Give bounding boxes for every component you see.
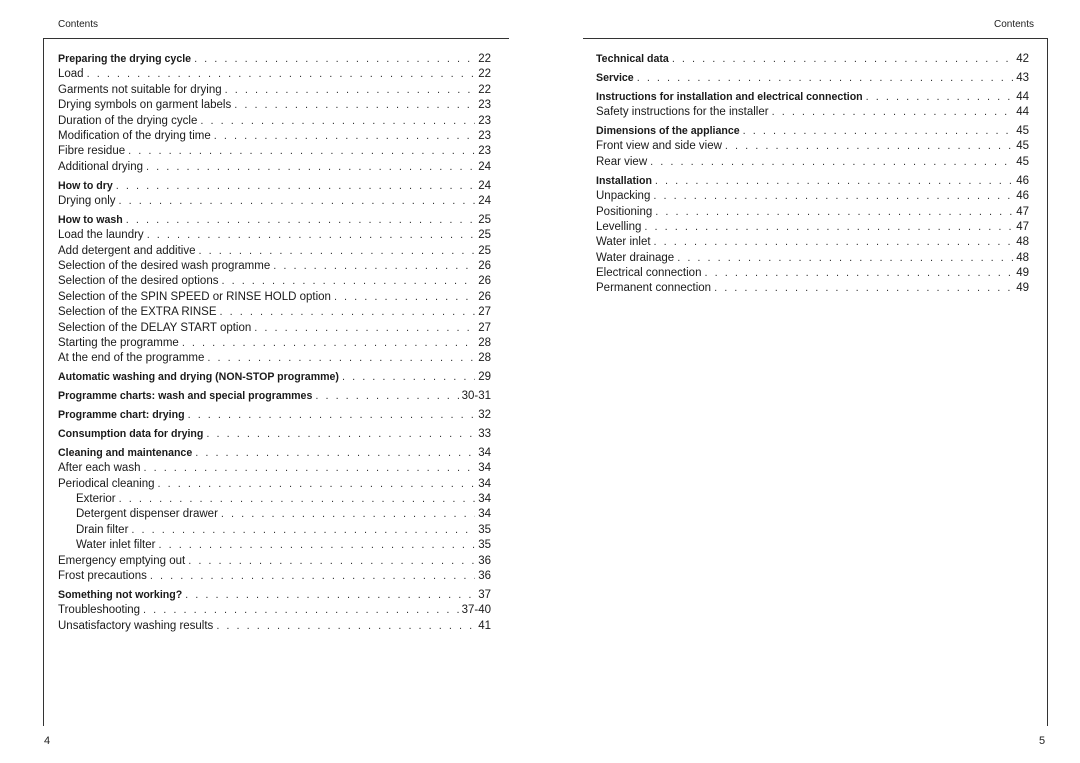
dot-leader — [195, 446, 475, 461]
dot-leader — [128, 144, 475, 159]
toc-entry-page: 47 — [1016, 220, 1029, 233]
toc-entry-title: Programme charts: wash and special programmes — [58, 390, 313, 403]
right-header-rule — [583, 38, 1047, 39]
toc-entry-page: 26 — [478, 275, 491, 288]
toc-entry[interactable] — [58, 305, 491, 320]
toc-entry-page: 24 — [478, 195, 491, 208]
toc-entry[interactable] — [596, 251, 1029, 266]
dot-leader — [87, 67, 476, 82]
dot-leader — [147, 228, 476, 243]
toc-entry-page: 34 — [478, 446, 491, 459]
right-margin-line — [1047, 38, 1048, 726]
toc-entry-page: 47 — [1016, 205, 1029, 218]
toc-section-heading[interactable] — [58, 213, 491, 228]
toc-entry-title: Permanent connection — [596, 282, 712, 295]
toc-entry-title: Water inlet — [596, 236, 651, 249]
toc-entry[interactable] — [58, 336, 491, 351]
toc-entry-page: 33 — [478, 427, 491, 440]
left-contents-list — [58, 52, 491, 634]
dot-leader — [143, 461, 475, 476]
left-margin-line — [43, 38, 44, 726]
toc-entry-title: Load the laundry — [58, 229, 144, 242]
dot-leader — [194, 52, 475, 67]
toc-entry-title: Levelling — [596, 220, 642, 233]
dot-leader — [677, 251, 1013, 266]
dot-leader — [650, 155, 1013, 170]
toc-entry-page: 28 — [478, 352, 491, 365]
toc-entry-page: 23 — [478, 99, 491, 112]
toc-entry-title: Electrical connection — [596, 267, 702, 280]
toc-entry-title: Emergency emptying out — [58, 554, 186, 567]
dot-leader — [334, 290, 475, 305]
dot-leader — [150, 569, 475, 584]
dot-leader — [637, 71, 1014, 86]
toc-entry-title: Selection of the SPIN SPEED or RINSE HOLD option — [58, 290, 331, 303]
toc-entry-title: Detergent dispenser drawer — [76, 508, 218, 521]
dot-leader — [119, 194, 476, 209]
toc-entry-page: 43 — [1016, 71, 1029, 84]
toc-entry[interactable] — [58, 461, 491, 476]
toc-entry-page: 35 — [478, 523, 491, 536]
toc-entry[interactable] — [58, 603, 491, 618]
toc-entry-page: 25 — [478, 229, 491, 242]
toc-section-heading[interactable] — [58, 588, 491, 603]
toc-entry-title: Selection of the DELAY START option — [58, 321, 252, 334]
dot-leader — [866, 90, 1014, 105]
left-page-number: 4 — [44, 735, 51, 747]
toc-entry-page: 41 — [478, 619, 491, 632]
toc-entry-title: How to wash — [58, 213, 123, 226]
dot-leader — [143, 603, 459, 618]
dot-leader — [704, 266, 1013, 281]
toc-entry-page: 36 — [478, 570, 491, 582]
toc-entry[interactable] — [58, 244, 491, 259]
toc-entry[interactable] — [58, 228, 491, 243]
dot-leader — [655, 174, 1013, 189]
dot-leader — [714, 281, 1013, 296]
toc-entry-title: Modification of the drying time — [58, 129, 211, 142]
toc-entry-title: Consumption data for drying — [58, 427, 204, 440]
toc-entry[interactable] — [58, 259, 491, 274]
toc-entry-title: Load — [58, 68, 84, 81]
toc-entry-title: Exterior — [76, 493, 116, 506]
toc-entry-title: Rear view — [596, 155, 648, 168]
toc-entry-title: Dimensions of the appliance — [596, 125, 740, 138]
toc-entry[interactable] — [596, 105, 1029, 120]
toc-entry-page: 24 — [478, 160, 491, 173]
toc-entry[interactable] — [596, 139, 1029, 154]
dot-leader — [221, 274, 475, 289]
toc-entry-page: 48 — [1016, 251, 1029, 264]
toc-entry-page: 34 — [478, 493, 491, 506]
toc-entry-title: Selection of the desired options — [58, 275, 219, 288]
toc-entry[interactable] — [58, 351, 491, 366]
toc-entry-title: Safety instructions for the installer — [596, 106, 769, 119]
dot-leader — [672, 52, 1013, 67]
toc-entry-title: Installation — [596, 174, 652, 187]
toc-entry-page: 24 — [478, 179, 491, 192]
toc-entry-page: 48 — [1016, 236, 1029, 249]
toc-entry-page: 26 — [478, 290, 491, 303]
toc-entry-page: 49 — [1016, 282, 1029, 295]
toc-entry-title: Drying symbols on garment labels — [58, 99, 232, 112]
dot-leader — [126, 213, 475, 228]
toc-entry-title: Add detergent and additive — [58, 244, 196, 257]
toc-entry-title: Something not working? — [58, 588, 183, 601]
dot-leader — [200, 114, 475, 129]
toc-section-heading[interactable] — [58, 179, 491, 194]
toc-entry[interactable] — [58, 477, 491, 492]
toc-entry-title: Programme chart: drying — [58, 409, 185, 422]
toc-entry-title: Additional drying — [58, 160, 144, 173]
toc-entry[interactable] — [58, 67, 491, 82]
toc-entry[interactable] — [58, 523, 491, 538]
toc-entry-title: After each wash — [58, 462, 141, 475]
dot-leader — [188, 408, 476, 423]
toc-entry-page: 46 — [1016, 190, 1029, 203]
toc-entry-title: Preparing the drying cycle — [58, 53, 192, 65]
dot-leader — [220, 305, 476, 320]
toc-entry-title: Front view and side view — [596, 140, 722, 153]
toc-entry-title: Frost precautions — [58, 570, 147, 582]
toc-entry-page: 42 — [1016, 53, 1029, 65]
right-page-number: 5 — [1039, 735, 1046, 747]
toc-entry-title: At the end of the programme — [58, 352, 205, 365]
toc-section-heading[interactable] — [596, 124, 1029, 139]
toc-entry-page: 25 — [478, 244, 491, 257]
toc-section-heading[interactable] — [58, 408, 491, 423]
toc-section-heading[interactable] — [596, 174, 1029, 189]
toc-entry-page: 32 — [478, 409, 491, 422]
dot-leader — [772, 105, 1014, 120]
dot-leader — [221, 507, 475, 522]
toc-entry-page: 37-40 — [461, 604, 491, 617]
toc-entry-title: Technical data — [596, 53, 669, 65]
toc-entry[interactable] — [58, 569, 491, 584]
toc-entry-title: Service — [596, 71, 634, 84]
toc-entry-title: Automatic washing and drying (NON-STOP programme) — [58, 371, 339, 384]
dot-leader — [653, 189, 1013, 204]
left-header-rule — [43, 38, 509, 39]
toc-entry-page: 23 — [478, 114, 491, 127]
dot-leader — [185, 588, 475, 603]
right-contents-list — [596, 52, 1029, 297]
toc-section-heading[interactable] — [596, 52, 1029, 67]
dot-leader — [146, 160, 475, 175]
toc-entry-page: 37 — [478, 588, 491, 601]
dot-leader — [342, 370, 475, 385]
toc-entry[interactable] — [596, 189, 1029, 204]
toc-entry-page: 26 — [478, 260, 491, 273]
toc-section-heading[interactable] — [596, 90, 1029, 105]
toc-entry-title: Unpacking — [596, 190, 651, 203]
dot-leader — [725, 139, 1013, 154]
toc-entry-title: Water drainage — [596, 251, 675, 264]
toc-entry-page: 27 — [478, 321, 491, 334]
toc-entry-title: Troubleshooting — [58, 604, 141, 617]
toc-entry-page: 28 — [478, 337, 491, 350]
dot-leader — [214, 129, 475, 144]
toc-entry[interactable] — [596, 266, 1029, 281]
toc-entry-title: Cleaning and maintenance — [58, 446, 193, 459]
toc-entry[interactable] — [58, 129, 491, 144]
toc-entry-title: Garments not suitable for drying — [58, 83, 222, 96]
toc-entry-page: 45 — [1016, 125, 1029, 138]
toc-entry[interactable] — [596, 281, 1029, 296]
toc-entry-page: 45 — [1016, 140, 1029, 153]
toc-entry-page: 45 — [1016, 155, 1029, 168]
right-page-header: Contents — [993, 19, 1034, 30]
dot-leader — [188, 554, 475, 569]
dot-leader — [116, 179, 475, 194]
toc-entry-title: Periodical cleaning — [58, 477, 155, 490]
toc-entry[interactable] — [596, 235, 1029, 250]
toc-entry-page: 29 — [478, 371, 491, 384]
dot-leader — [225, 83, 476, 98]
toc-entry-title: Instructions for installation and electrical connection — [596, 90, 863, 103]
dot-leader — [273, 259, 475, 274]
toc-entry[interactable] — [58, 144, 491, 159]
toc-entry-page: 34 — [478, 477, 491, 490]
toc-entry[interactable] — [58, 290, 491, 305]
toc-section-heading[interactable] — [58, 427, 491, 442]
toc-entry[interactable] — [58, 274, 491, 289]
dot-leader — [743, 124, 1014, 139]
toc-entry-page: 25 — [478, 213, 491, 226]
dot-leader — [655, 205, 1013, 220]
toc-entry[interactable] — [596, 155, 1029, 170]
toc-entry-title: Drying only — [58, 195, 116, 208]
toc-entry-page: 27 — [478, 306, 491, 319]
toc-entry-page: 22 — [478, 68, 491, 81]
toc-entry-page: 46 — [1016, 174, 1029, 187]
toc-section-heading[interactable] — [58, 52, 491, 67]
toc-entry[interactable] — [58, 492, 491, 507]
left-page-header: Contents — [58, 19, 99, 30]
toc-entry-page: 34 — [478, 462, 491, 475]
toc-entry-page: 36 — [478, 554, 491, 567]
toc-entry-page: 30-31 — [461, 390, 491, 403]
toc-section-heading[interactable] — [58, 389, 491, 404]
toc-section-heading[interactable] — [58, 370, 491, 385]
toc-entry[interactable] — [596, 205, 1029, 220]
toc-section-heading[interactable] — [58, 446, 491, 461]
toc-entry-title: Starting the programme — [58, 337, 179, 350]
dot-leader — [206, 427, 475, 442]
toc-entry[interactable] — [58, 114, 491, 129]
dot-leader — [234, 98, 475, 113]
toc-entry-title: Drain filter — [76, 523, 129, 536]
toc-entry[interactable] — [596, 220, 1029, 235]
toc-entry-title: Selection of the EXTRA RINSE — [58, 306, 217, 319]
dot-leader — [158, 477, 476, 492]
dot-leader — [254, 321, 475, 336]
toc-entry-title: Duration of the drying cycle — [58, 114, 198, 127]
toc-entry-title: Unsatisfactory washing results — [58, 619, 214, 632]
dot-leader — [131, 523, 475, 538]
toc-entry-title: Selection of the desired wash programme — [58, 260, 271, 273]
toc-entry[interactable] — [58, 554, 491, 569]
dot-leader — [198, 244, 475, 259]
toc-entry-title: Fibre residue — [58, 145, 126, 158]
toc-entry-page: 44 — [1016, 90, 1029, 103]
toc-entry-title: Water inlet filter — [76, 539, 156, 552]
dot-leader — [216, 619, 475, 634]
dot-leader — [654, 235, 1014, 250]
toc-entry-page: 44 — [1016, 106, 1029, 119]
toc-entry[interactable] — [58, 83, 491, 98]
toc-entry-page: 35 — [478, 539, 491, 552]
toc-entry[interactable] — [58, 321, 491, 336]
dot-leader — [182, 336, 475, 351]
dot-leader — [644, 220, 1013, 235]
toc-entry-page: 22 — [478, 53, 491, 65]
toc-entry-page: 23 — [478, 145, 491, 158]
toc-entry[interactable] — [58, 98, 491, 113]
toc-entry[interactable] — [58, 538, 491, 553]
toc-entry-page: 34 — [478, 508, 491, 521]
toc-entry[interactable] — [58, 619, 491, 634]
dot-leader — [119, 492, 476, 507]
toc-entry[interactable] — [58, 194, 491, 209]
toc-entry-title: Positioning — [596, 205, 653, 218]
toc-section-heading[interactable] — [596, 71, 1029, 86]
dot-leader — [158, 538, 475, 553]
toc-entry[interactable] — [58, 507, 491, 522]
toc-entry-page: 23 — [478, 129, 491, 142]
toc-entry[interactable] — [58, 160, 491, 175]
toc-entry-page: 22 — [478, 83, 491, 96]
toc-entry-page: 49 — [1016, 267, 1029, 280]
dot-leader — [207, 351, 475, 366]
toc-entry-title: How to dry — [58, 179, 113, 192]
dot-leader — [315, 389, 458, 404]
